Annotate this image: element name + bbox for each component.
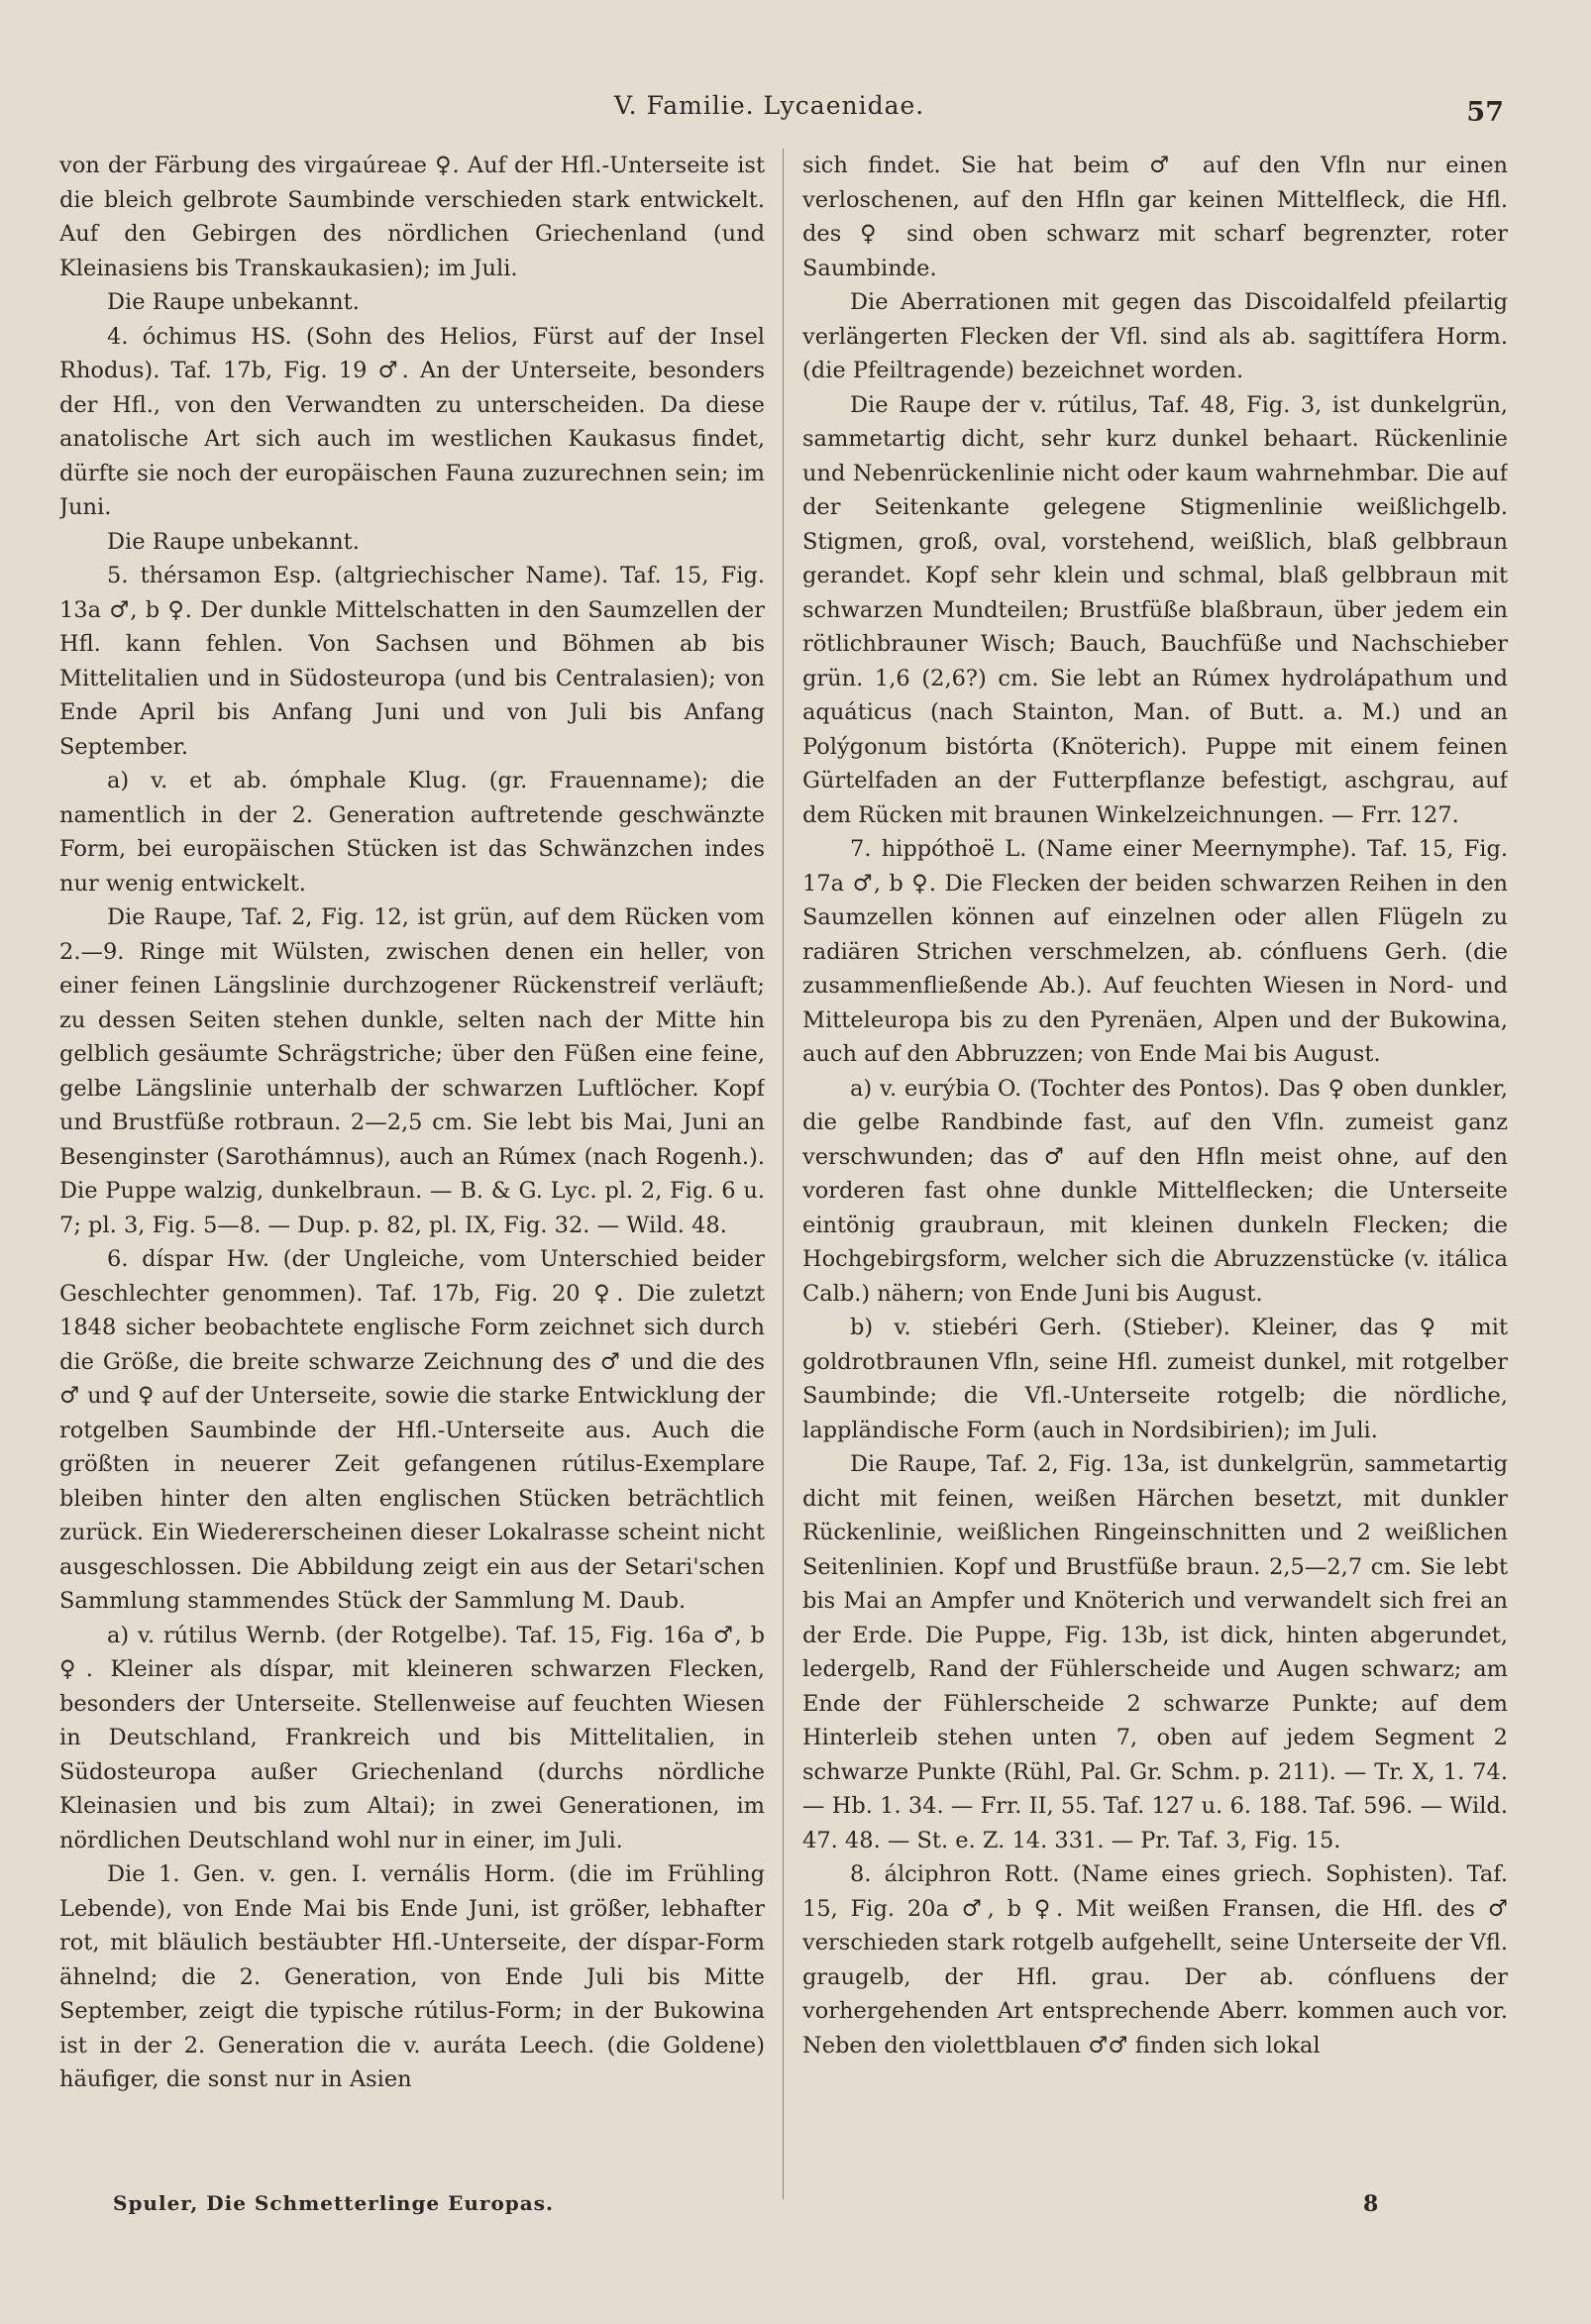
paragraph: Die Raupe, Taf. 2, Fig. 12, ist grün, auf dem Rücken vom 2.—9. Ringe mit Wülsten, zwischen denen ein heller, von einer feinen Längslinie durchzogener Rückenstreif verläuft; zu dessen Seiten stehen dunkle, selten nach der Mitte hin gelblich gesäumte Schrägstriche; über den Füßen eine feine, gelbe Längslinie unterhalb der schwarzen Luftlöcher. Kopf und Brustfüße rotbraun. 2—2,5 cm. Sie lebt bis Mai, Juni an Besenginster (Sarothámnus), auch an Rúmex (nach Rogenh.). Die Puppe walzig, dunkelbraun. — B. & G. Lyc. pl. 2, Fig. 6 u. 7; pl. 3, Fig. 5—8. — Dup. p. 82, pl. IX, Fig. 32. — Wild. 48.	[59, 904, 765, 1238]
paragraph: Die Raupe, Taf. 2, Fig. 13a, ist dunkelgrün, sammetartig dicht mit feinen, weißen Härchen besetzt, mit dunkler Rückenlinie, weißlichen Ringeinschnitten und 2 weißlichen Seitenlinien. Kopf und Brustfüße braun. 2,5—2,7 cm. Sie lebt bis Mai an Ampfer und Knöterich und verwandelt sich frei an der Erde. Die Puppe, Fig. 13b, ist dick, hinten abgerundet, ledergelb, Rand der Fühlerscheide und Augen schwarz; am Ende der Fühlerscheide 2 schwarze Punkte; auf dem Hinterleib stehen unten 7, oben auf jedem Segment 2 schwarze Punkte (Rühl, Pal. Gr. Schm. p. 211). — Tr. X, 1. 74. — Hb. 1. 34. — Frr. II, 55. Taf. 127 u. 6. 188. Taf. 596. — Wild. 47. 48. — St. e. Z. 14. 331. — Pr. Taf. 3, Fig. 15.	[802, 1451, 1508, 1853]
paragraph: Die Raupe unbekannt.	[107, 289, 360, 315]
signature-mark: 8	[1363, 2191, 1379, 2217]
left-column	[59, 149, 765, 2187]
paragraph: Die Aberrationen mit gegen das Discoidalfeld pfeilartig verlängerten Flecken der Vfl. sind als ab. sagittífera Horm. (die Pfeiltragende) bezeichnet worden.	[802, 289, 1508, 383]
footer-author: Spuler, Die Schmetterlinge Europas.	[113, 2191, 554, 2215]
paragraph: von der Färbung des virgaúreae ♀. Auf der Hfl.-Unterseite ist die bleich gelbrote Saumbinde verschieden stark entwickelt. Auf den Gebirgen des nördlichen Griechenland (und Kleinasiens bis Transkaukasien); im Juli.	[59, 153, 765, 281]
page-footer	[59, 2191, 1532, 2231]
paragraph: b) v. stiebéri Gerh. (Stieber). Kleiner, das ♀ mit goldrotbraunen Vfln, seine Hfl. zumeist dunkel, mit rotgelber Saumbinde; die Vfl.-Unterseite rotgelb; die nördliche, lappländische Form (auch in Nordsibirien); im Juli.	[802, 1315, 1508, 1443]
paragraph: a) v. eurýbia O. (Tochter des Pontos). Das ♀ oben dunkler, die gelbe Randbinde fast, auf den Vfln. zumeist ganz verschwunden; das ♂ auf den Hfln meist ohne, auf den vorderen fast ohne dunkle Mittelflecken; die Unterseite eintönig graubraun, mit kleinen dunkeln Flecken; die Hochgebirgsform, welcher sich die Abruzzenstücke (v. itálica Calb.) nähern; von Ende Juni bis August.	[802, 1075, 1508, 1307]
right-column	[802, 149, 1508, 2187]
species-entry: 8. álciphron Rott. (Name eines griech. Sophisten). Taf. 15, Fig. 20a ♂, b ♀. Mit weißen Fransen, die Hfl. des ♂ verschieden stark rotgelb aufgehellt, seine Unterseite der Vfl. graugelb, der Hfl. grau. Der ab. cónfluens der vorhergehenden Art entsprechende Aberr. kommen auch vor. Neben den violettblauen ♂♂ finden sich lokal	[802, 1861, 1508, 2059]
running-title: V. Familie. Lycaenidae.	[614, 91, 925, 120]
species-entry: 5. thérsamon Esp. (altgriechischer Name). Taf. 15, Fig. 13a ♂, b ♀. Der dunkle Mittelschatten in den Saumzellen der Hfl. kann fehlen. Von Sachsen und Böhmen ab bis Mittelitalien und in Südosteuropa (und bis Centralasien); von Ende April bis Anfang Juni und von Juli bis Anfang September.	[59, 563, 765, 760]
paragraph: Die Raupe der v. rútilus, Taf. 48, Fig. 3, ist dunkelgrün, sammetartig dicht, sehr kurz dunkel behaart. Rückenlinie und Nebenrückenlinie nicht oder kaum wahrnehmbar. Die auf der Seitenkante gelegene Stigmenlinie weißlichgelb. Stigmen, groß, oval, vorstehend, weißlich, blaß gelbbraun gerandet. Kopf sehr klein und schmal, blaß gelbbraun mit schwarzen Mundteilen; Brustfüße blaßbraun, über jedem ein rötlichbrauner Wisch; Bauch, Bauchfüße und Nachschieber grün. 1,6 (2,6?) cm. Sie lebt an Rúmex hydrolápathum und aquáticus (nach Stainton, Man. of Butt. a. M.) und an Polýgonum bistórta (Knöterich). Puppe mit einem feinen Gürtelfaden an der Futterpflanze befestigt, aschgrau, auf dem Rücken mit braunen Winkelzeichnungen. — Frr. 127.	[802, 391, 1508, 828]
paragraph: Die 1. Gen. v. gen. I. vernális Horm. (die im Frühling Lebende), von Ende Mai bis Ende Juni, ist größer, lebhafter rot, mit bläulich bestäubter Hfl.-Unterseite, der díspar-Form ähnelnd; die 2. Generation, von Ende Juli bis Mitte September, zeigt die typische rútilus-Form; in der Bukowina ist in der 2. Generation die v. auráta Leech. (die Goldene) häufiger, die sonst nur in Asien	[59, 1861, 765, 2092]
paragraph: sich findet. Sie hat beim ♂ auf den Vfln nur einen verloschenen, auf den Hfln gar keinen Mittelfleck, die Hfl. des ♀ sind oben schwarz mit scharf begrenzter, roter Saumbinde.	[802, 153, 1508, 281]
species-entry: 6. díspar Hw. (der Ungleiche, vom Unterschied beider Geschlechter genommen). Taf. 17b, Fig. 20 ♀. Die zuletzt 1848 sicher beobachtete englische Form zeichnet sich durch die Größe, die breite schwarze Zeichnung des ♂ und die des ♂ und ♀ auf der Unterseite, sowie die starke Entwicklung der rotgelben Saumbinde der Hfl.-Unterseite aus. Auch die größten in neuerer Zeit gefangenen rútilus-Exemplare bleiben hinter den alten englischen Stücken beträchtlich zurück. Ein Wiedererscheinen dieser Lokalrasse scheint nicht ausgeschlossen. Die Abbildung zeigt ein aus der Setari'schen Sammlung stammendes Stück der Sammlung M. Daub.	[59, 1246, 765, 1614]
paragraph: Die Raupe unbekannt.	[107, 528, 360, 555]
paragraph: a) v. rútilus Wernb. (der Rotgelbe). Taf. 15, Fig. 16a ♂, b ♀. Kleiner als díspar, mit kleineren schwarzen Flecken, besonders der Unterseite. Stellenweise auf feuchten Wiesen in Deutschland, Frankreich und bis Mittelitalien, in Südosteuropa außer Griechenland (durchs nördliche Kleinasien und bis zum Altai); in zwei Generationen, im nördlichen Deutschland wohl nur in einer, im Juli.	[59, 1622, 765, 1853]
column-divider	[783, 149, 784, 2199]
page-number: 57	[1466, 97, 1504, 128]
paragraph: a) v. et ab. ómphale Klug. (gr. Frauenname); die namentlich in der 2. Generation auftretende geschwänzte Form, bei europäischen Stücken ist das Schwänzchen indes nur wenig entwickelt.	[59, 768, 765, 897]
species-entry: 7. hippóthoë L. (Name einer Meernymphe). Taf. 15, Fig. 17a ♂, b ♀. Die Flecken der beiden schwarzen Reihen in den Saumzellen können auf einzelnen oder allen Flügeln zu radiären Strichen verschmelzen, ab. cónfluens Gerh. (die zusammenfließende Ab.). Auf feuchten Wiesen in Nord- und Mitteleuropa bis zu den Pyrenäen, Alpen und der Bukowina, auch auf den Abbruzzen; von Ende Mai bis August.	[802, 836, 1508, 1067]
species-entry: 4. óchimus HS. (Sohn des Helios, Fürst auf der Insel Rhodus). Taf. 17b, Fig. 19 ♂. An der Unterseite, besonders der Hfl., von den Verwandten zu unterscheiden. Da diese anatolische Art sich auch im westlichen Kaukasus findet, dürfte sie noch der europäischen Fauna zuzurechnen sein; im Juni.	[59, 323, 765, 520]
page-header	[59, 91, 1532, 131]
